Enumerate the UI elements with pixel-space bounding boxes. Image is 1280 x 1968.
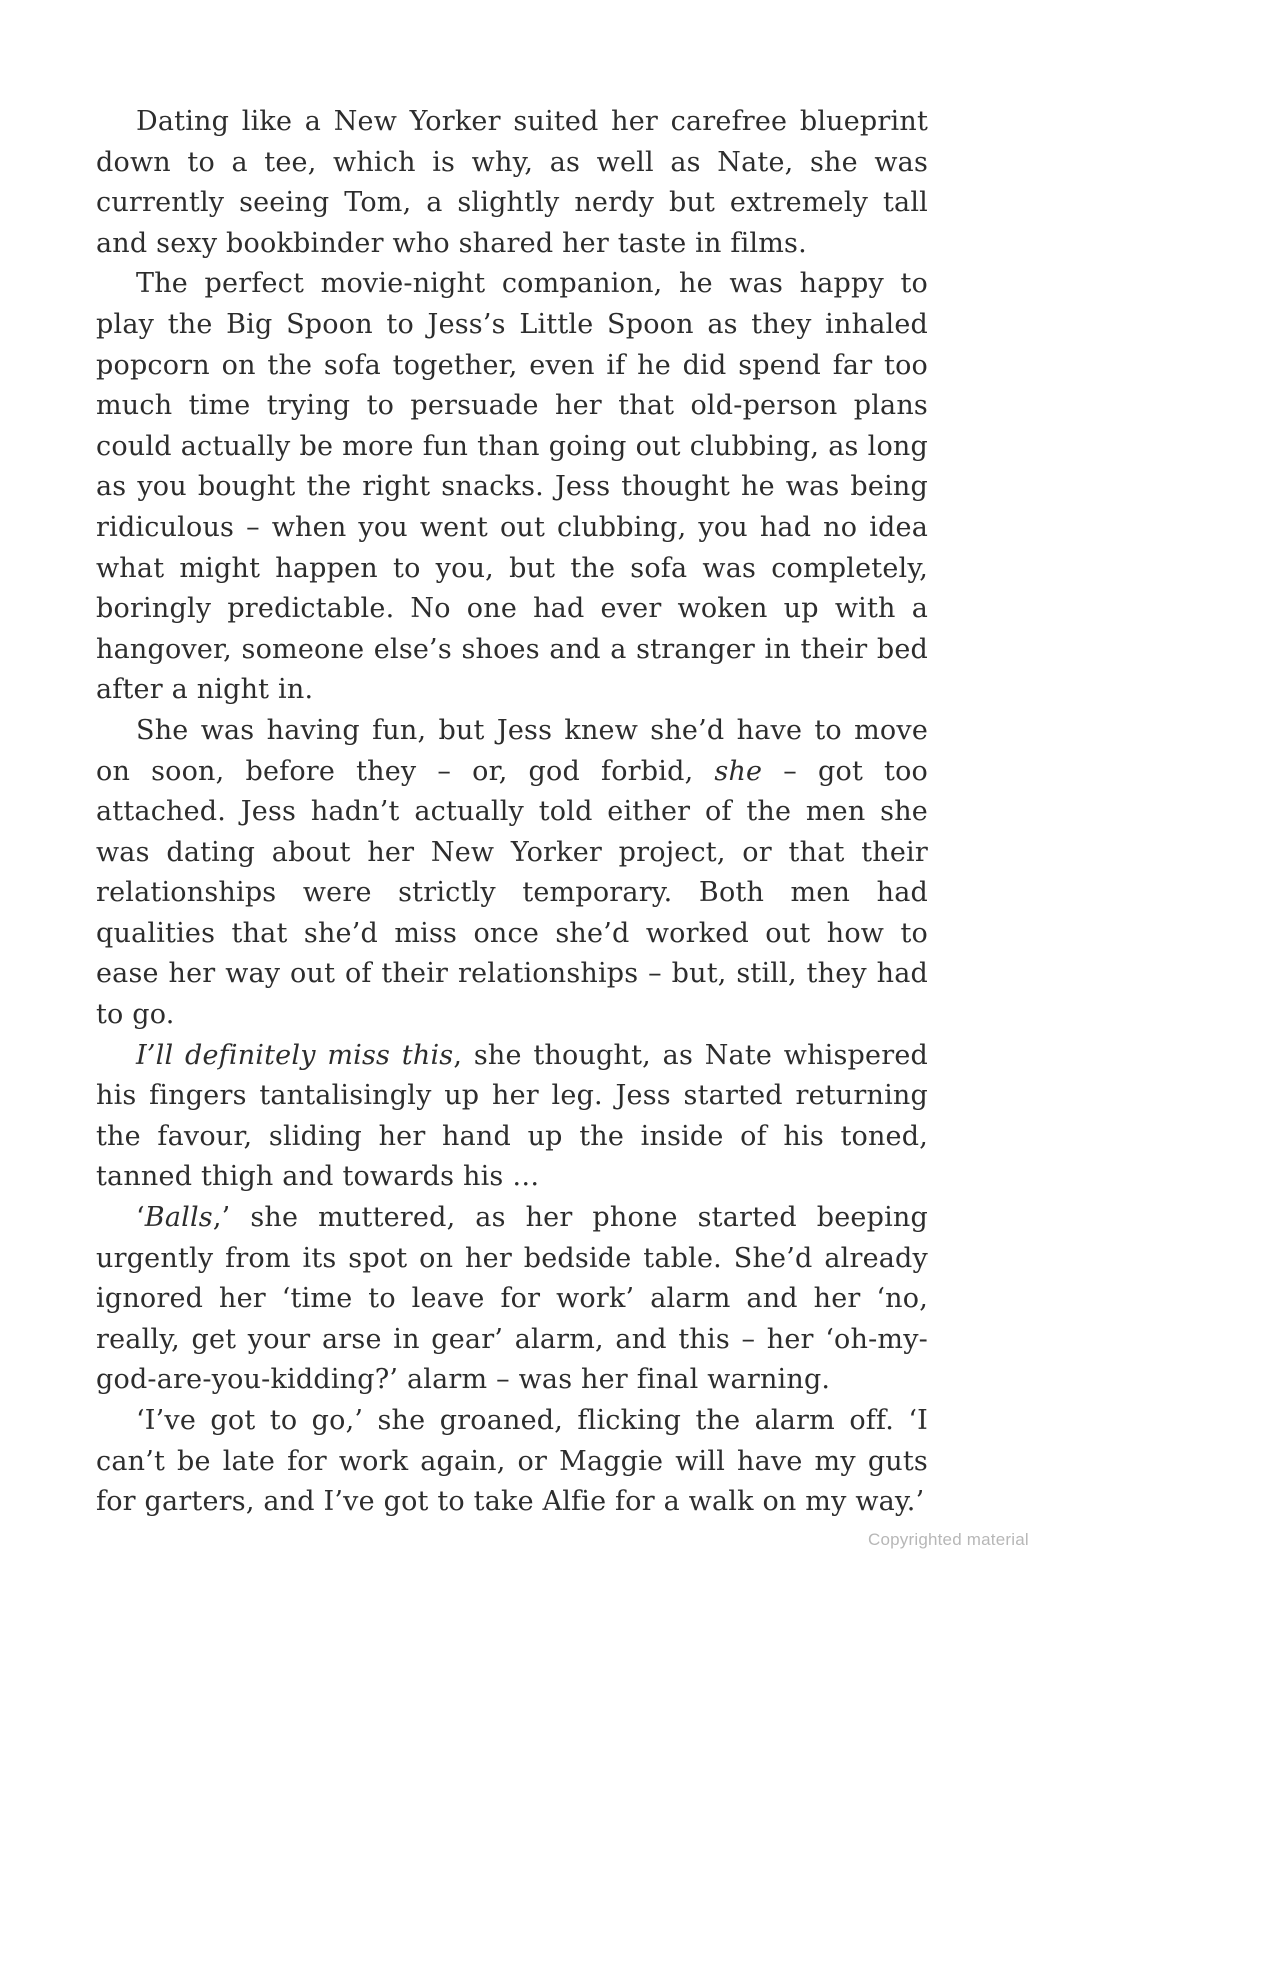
italic-text-run: I’ll definitely miss this: [136, 1039, 454, 1071]
text-run: Dating like a New Yorker suited her carefree blueprint down to a tee, which is why, as well as Nate, she was currently seeing Tom, a slightly nerdy but extremely tall and sexy bookbinder who shared her taste in films.: [96, 106, 928, 259]
text-run: – got too attached. Jess hadn’t actually told either of the men she was dating about her New Yorker project, or that their relationships were strictly temporary. Both men had qualities that she’d miss once she’d worked out how to ease her way out of their relationships – but, still, they had to go.: [96, 755, 928, 1031]
text-run: ‘I’ve got to go,’ she groaned, flicking the alarm off. ‘I can’t be late for work again, or Maggie will have my guts for garters, and I’ve got to take Alfie for a walk on my way.’: [96, 1405, 928, 1518]
text-run: ,’ she muttered, as her phone started beeping urgently from its spot on her bedside table. She’d already ignored her ‘time to leave for work’ alarm and her ‘no, really, get your arse in gear’ alarm, and this – her ‘oh-my-god-are-you-kidding?’ alarm – was her final warning.: [96, 1202, 928, 1396]
text-run: , she thought, as Nate whispered his fingers tantalisingly up her leg. Jess started returning the favour, sliding her hand up the inside of his toned, tanned thigh and towards his …: [96, 1039, 928, 1193]
text-run: She was having fun, but Jess knew she’d have to move on soon, before they – or, god forbid,: [96, 714, 928, 787]
italic-text-run: she: [714, 755, 763, 787]
paragraph: [96, 1401, 928, 1523]
text-run: The perfect movie-night companion, he was happy to play the Big Spoon to Jess’s Little Spoon as they inhaled popcorn on the sofa together, even if he did spend far too much time trying to persuade her that old-person plans could actually be more fun than going out clubbing, as long as you bought the right snacks. Jess thought he was being ridiculous – when you went out clubbing, you had no idea what might happen to you, but the sofa was completely, boringly predictable. No one had ever woken up with a hangover, someone else’s shoes and a stranger in their bed after a night in.: [96, 268, 928, 706]
paragraph: [96, 711, 928, 1036]
italic-text-run: Balls: [144, 1202, 213, 1234]
paragraph: [96, 264, 928, 711]
paragraph: [96, 1198, 928, 1401]
page-text: [96, 102, 928, 1523]
copyright-watermark: Copyrighted material: [868, 1530, 1029, 1549]
paragraph: [96, 1036, 928, 1198]
paragraph: [96, 102, 928, 264]
text-run: ‘: [136, 1202, 145, 1234]
